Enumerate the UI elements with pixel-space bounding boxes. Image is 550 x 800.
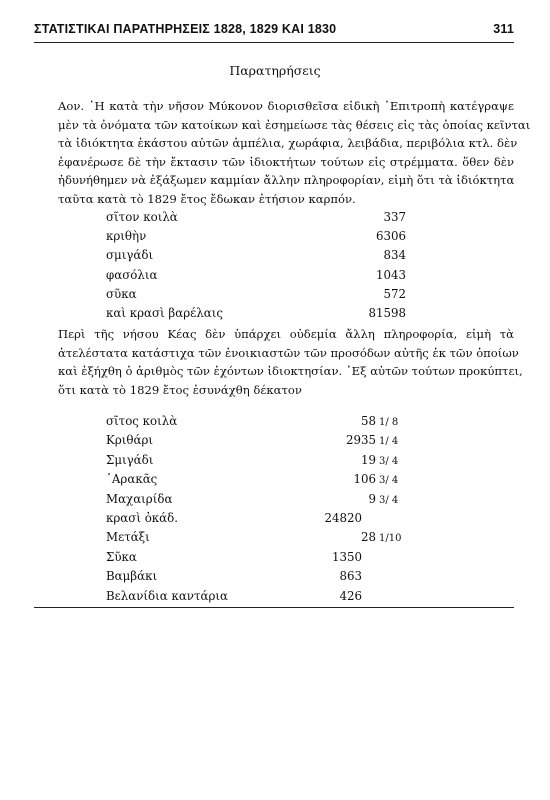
paragraph-line: μὲν τὰ ὀνόματα τῶν κατοίκων καὶ ἐσημείωσε τὰς θέσεις εἰς τὰς ὁποίας κεῖνται <box>58 117 531 132</box>
item-label: σμιγάδι <box>106 248 154 263</box>
item-label: Σμιγάδι <box>106 452 154 467</box>
item-value: 572 <box>383 286 406 301</box>
value-integer: 426 <box>339 588 362 603</box>
table-row <box>106 569 406 588</box>
item-label: Σῦκα <box>106 549 137 564</box>
paragraph-line: ὅτι κατὰ τὸ 1829 ἔτος ἐσυνάχθη δέκατον <box>58 382 302 397</box>
tithe-table-kea <box>106 414 406 608</box>
item-label: ᾿Αρακᾶς <box>106 472 158 487</box>
table-row <box>106 472 406 491</box>
item-label: Κριθάρι <box>106 433 154 448</box>
item-value <box>306 492 398 506</box>
paragraph-line: καὶ ἐξήχθη ὁ ἀριθμὸς τῶν ἐχόντων ἰδιοκτησίαν. ᾿Εξ αὐτῶν τούτων προκύπτει, <box>58 364 523 379</box>
item-label: Βελανίδια καντάρια <box>106 588 228 603</box>
item-value <box>306 530 401 544</box>
paragraph-line: ἐφανέρωσε δὲ τὴν ἔκτασιν τῶν ἰδιοκτήτων τούτων εἰς στρέμματα. ὅθεν δὲν <box>58 154 514 169</box>
value-fraction: 1/ 4 <box>379 436 399 448</box>
item-value <box>306 433 398 447</box>
item-value <box>306 472 398 486</box>
produce-table-mykonos <box>106 210 406 325</box>
table-row <box>106 433 406 452</box>
value-integer: 863 <box>339 569 362 584</box>
footer-rule <box>34 607 514 608</box>
paragraph-line: ταῦτα κατὰ τὸ 1829 ἔτος ἔδωκαν ἐτήσιον καρπόν. <box>58 191 356 206</box>
paragraph-line: ἀτελέστατα κατάστιχα τῶν ἐνοικιαστῶν τῶν προσόδων αὐτῆς ἐκ τῶν ὁποίων <box>58 345 519 360</box>
item-value: 337 <box>383 210 406 224</box>
table-row <box>106 550 406 569</box>
item-label: Μετάξι <box>106 530 150 545</box>
value-integer: 9 <box>368 491 376 506</box>
item-label: σῦκα <box>106 286 137 301</box>
table-row <box>106 268 406 287</box>
paragraph-line: τὰ ἰδιόκτητα ἑκάστου αὐτῶν ἀμπέλια, χωράφια, λειβάδια, περιβόλια κτλ. δὲν <box>58 136 518 151</box>
paragraph-line: Περὶ τῆς νήσου Κέας δὲν ὑπάρχει οὐδεμία ἄλλη πληροφορία, εἰμὴ τὰ <box>58 327 514 341</box>
item-label: φασόλια <box>106 267 158 282</box>
item-value <box>306 414 398 428</box>
item-value <box>292 511 362 525</box>
value-integer: 2935 <box>345 433 376 448</box>
item-value: 834 <box>383 248 406 263</box>
value-fraction: 1/10 <box>379 533 402 545</box>
paragraph-line: ἠδυνήθημεν νὰ ἐξάξωμεν καμμίαν ἄλλην πληροφορίαν, εἰμὴ ὅτι τὰ ἰδιόκτητα <box>58 173 515 188</box>
page-number: 311 <box>493 22 514 36</box>
section-title: Παρατηρήσεις <box>229 63 321 78</box>
paragraph-mykonos <box>58 97 531 209</box>
table-row <box>106 210 406 229</box>
value-fraction: 3/ 4 <box>379 494 399 506</box>
item-label: κριθὴν <box>106 229 147 244</box>
table-row <box>106 453 406 472</box>
table-row <box>106 306 406 325</box>
header-rule <box>34 42 514 43</box>
item-value <box>292 589 362 603</box>
item-value <box>292 550 362 564</box>
value-integer: 19 <box>360 452 376 467</box>
paragraph-line: Αον. ᾿Η κατὰ τὴν νῆσον Μύκονον διορισθεῖσα εἰδικὴ ᾿Επιτροπὴ κατέγραψε <box>58 99 514 113</box>
table-row <box>106 248 406 267</box>
value-integer: 28 <box>360 530 376 545</box>
value-fraction: 3/ 4 <box>379 455 399 467</box>
item-value <box>292 569 362 583</box>
item-label: σῖτον κοιλὰ <box>106 210 178 224</box>
item-label: κρασὶ ὀκάδ. <box>106 510 178 525</box>
value-integer: 106 <box>353 472 376 487</box>
running-header <box>34 22 514 40</box>
value-integer: 1350 <box>331 549 362 564</box>
item-label: σῖτος κοιλὰ <box>106 414 178 428</box>
item-value: 6306 <box>375 229 406 244</box>
value-integer: 58 <box>360 414 376 428</box>
running-header-title: ΣΤΑΤΙΣΤΙΚΑΙ ΠΑΡΑΤΗΡΗΣΕΙΣ 1828, 1829 ΚΑΙ 1830 <box>34 22 337 36</box>
table-row <box>106 287 406 306</box>
table-row <box>106 492 406 511</box>
paragraph-kea <box>58 325 523 399</box>
table-row <box>106 511 406 530</box>
item-label: καὶ κρασὶ βαρέλαις <box>106 305 223 320</box>
value-fraction: 3/ 4 <box>379 475 399 487</box>
value-fraction: 1/ 8 <box>379 417 399 428</box>
item-label: Βαμβάκι <box>106 569 158 584</box>
item-value: 81598 <box>368 305 406 320</box>
item-label: Μαχαιρίδα <box>106 491 173 506</box>
value-integer: 24820 <box>324 510 362 525</box>
table-row <box>106 530 406 549</box>
table-row <box>106 229 406 248</box>
item-value: 1043 <box>375 267 406 282</box>
table-row <box>106 589 406 608</box>
table-row <box>106 414 406 433</box>
item-value <box>306 453 398 467</box>
